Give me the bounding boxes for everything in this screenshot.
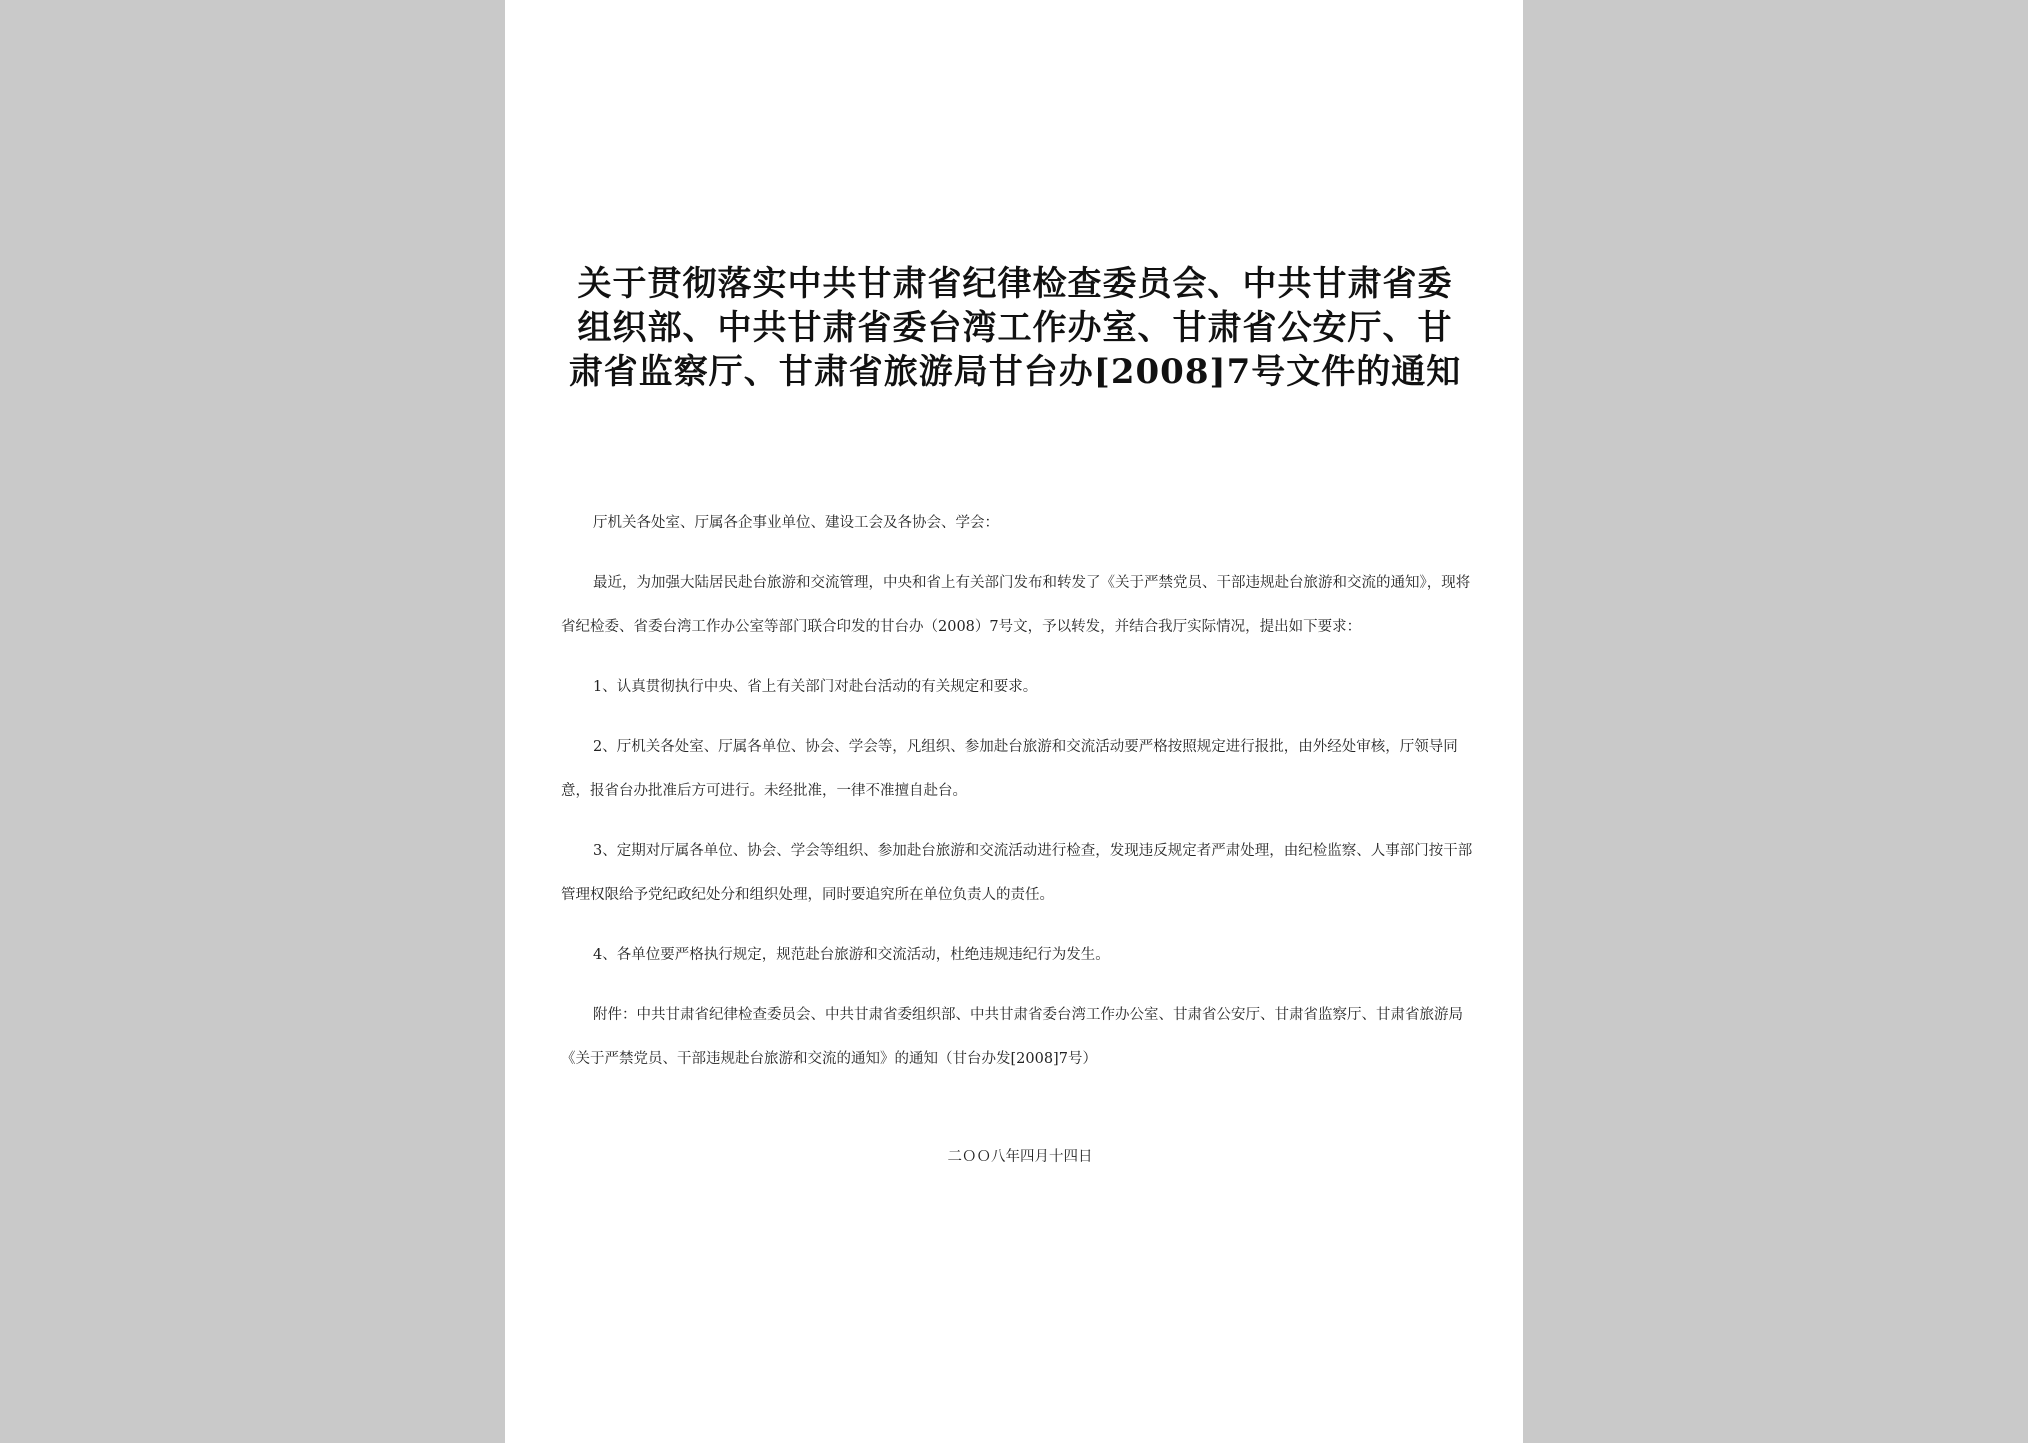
- salutation: 厅机关各处室、厅属各企事业单位、建设工会及各协会、学会：: [593, 515, 999, 531]
- intro-paragraph: 最近，为加强大陆居民赴台旅游和交流管理，中央和省上有关部门发布和转发了《关于严禁党员、干部违规赴台旅游和交流的通知》，现将省纪检委、省委台湾工作办公室等部门联合印发的甘台办（2008）7号文，予以转发，并结合我厅实际情况，提出如下要求：: [561, 575, 1471, 635]
- document-title: 关于贯彻落实中共甘肃省纪律检查委员会、中共甘肃省委组织部、中共甘肃省委台湾工作办室、甘肃省公安厅、甘肃省监察厅、甘肃省旅游局甘台办[2008]7号文件的通知: [568, 264, 1462, 392]
- requirement-item-1: 1、认真贯彻执行中央、省上有关部门对赴台活动的有关规定和要求。: [593, 679, 1038, 695]
- document-body: [561, 501, 1473, 1081]
- document-date: 二ＯＯ八年四月十四日: [947, 1149, 1093, 1165]
- requirement-item-3: 3、定期对厅属各单位、协会、学会等组织、参加赴台旅游和交流活动进行检查，发现违反规定者严肃处理，由纪检监察、人事部门按干部管理权限给予党纪政纪处分和组织处理，同时要追究所在单位负责人的责任。: [561, 843, 1473, 903]
- requirement-item-4: 4、各单位要严格执行规定，规范赴台旅游和交流活动，杜绝违规违纪行为发生。: [593, 947, 1110, 963]
- attachment-note: 附件：中共甘肃省纪律检查委员会、中共甘肃省委组织部、中共甘肃省委台湾工作办公室、甘肃省公安厅、甘肃省监察厅、甘肃省旅游局《关于严禁党员、干部违规赴台旅游和交流的通知》的通知（甘台办发[2008]7号）: [561, 1007, 1463, 1067]
- document-page: [505, 0, 1523, 1443]
- requirement-item-2: 2、厅机关各处室、厅属各单位、协会、学会等，凡组织、参加赴台旅游和交流活动要严格按照规定进行报批，由外经处审核，厅领导同意，报省台办批准后方可进行。未经批准，一律不准擅自赴台。: [561, 739, 1458, 799]
